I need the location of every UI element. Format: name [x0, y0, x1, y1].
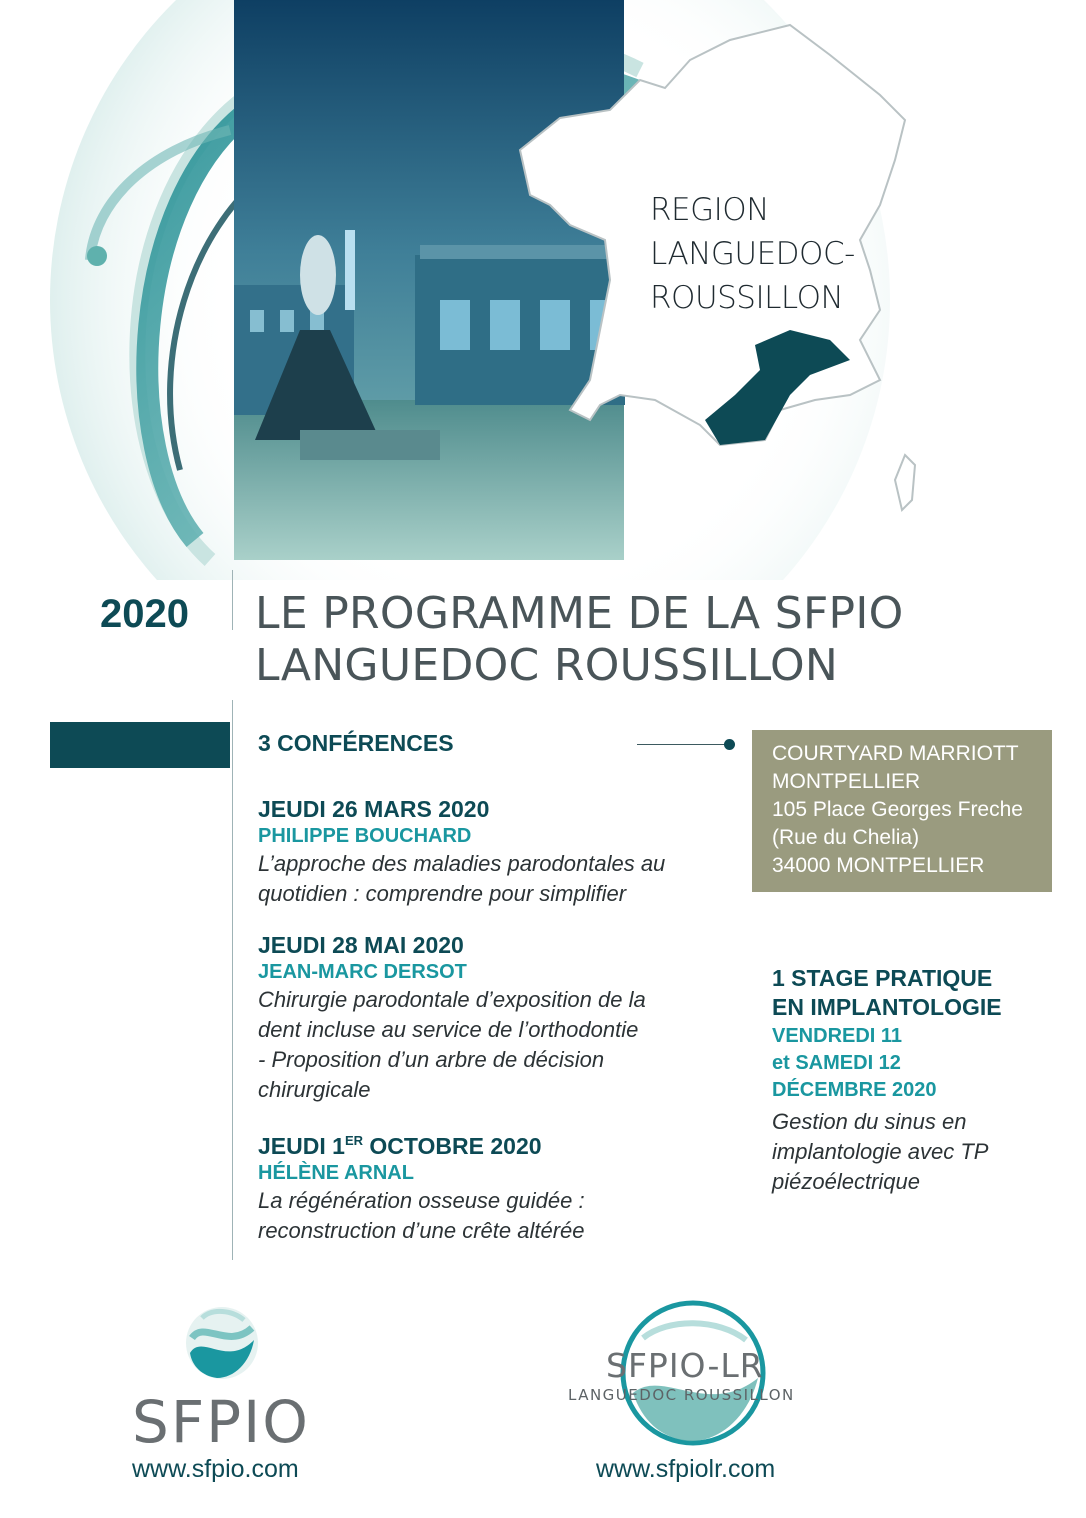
leader-line — [637, 744, 725, 745]
conference-item — [258, 1127, 738, 1246]
conference-date: JEUDI 1ER OCTOBRE 2020 — [258, 1133, 542, 1159]
sfpiolr-website-link[interactable]: www.sfpiolr.com — [596, 1455, 776, 1483]
stage-heading: 1 STAGE PRATIQUE EN IMPLANTOLOGIE — [772, 965, 1002, 1020]
corsica — [895, 455, 915, 510]
leader-dot — [724, 739, 735, 750]
conference-speaker: PHILIPPE BOUCHARD — [258, 825, 472, 847]
sfpiolr-logo-subtitle: LANGUEDOC ROUSSILLON — [568, 1386, 795, 1404]
stage-dates: VENDREDI 11 et SAMEDI 12 DÉCEMBRE 2020 — [772, 1025, 937, 1101]
sfpio-logo-text: SFPIO — [132, 1388, 310, 1456]
conference-description: L’approche des maladies parodontales au quotidien : comprendre pour simplifier — [258, 851, 666, 906]
conferences-section — [258, 730, 738, 1268]
sfpiolr-logo-text: SFPIO-LR — [606, 1346, 764, 1385]
conference-date: JEUDI 26 MARS 2020 — [258, 796, 490, 822]
sfpio-logo-icon — [182, 1298, 262, 1388]
conferences-heading: 3 CONFÉRENCES — [258, 730, 454, 756]
conference-description: Chirurgie parodontale d’exposition de la dent incluse au service de l’orthodontie - Proposition d’un arbre de décision chirurgicale — [258, 987, 646, 1102]
stage-description: Gestion du sinus en implantologie avec TP piézoélectrique — [772, 1109, 989, 1194]
venue-box: COURTYARD MARRIOTT MONTPELLIER 105 Place Georges Freche (Rue du Chelia) 34000 MONTPELLIER — [752, 730, 1052, 892]
region-label: REGION LANGUEDOC- ROUSSILLON — [650, 192, 855, 316]
conference-date: JEUDI 28 MAI 2020 — [258, 932, 464, 958]
program-title: LE PROGRAMME DE LA SFPIO LANGUEDOC ROUSSILLON — [255, 588, 904, 691]
conference-description: La régénération osseuse guidée : reconstruction d’une crête altérée — [258, 1188, 585, 1243]
conference-speaker: HÉLÈNE ARNAL — [258, 1162, 414, 1184]
program-year: 2020 — [100, 592, 189, 636]
hero-illustration — [0, 0, 1086, 580]
swoosh-dot — [87, 246, 107, 266]
sfpio-website-link[interactable]: www.sfpio.com — [132, 1455, 299, 1483]
conference-item — [258, 931, 738, 1105]
stage-section — [772, 964, 1062, 1197]
conference-speaker: JEAN-MARC DERSOT — [258, 961, 467, 983]
conference-item — [258, 795, 738, 909]
divider-line — [232, 700, 233, 1260]
accent-bar — [50, 722, 230, 768]
divider-line — [232, 570, 233, 630]
